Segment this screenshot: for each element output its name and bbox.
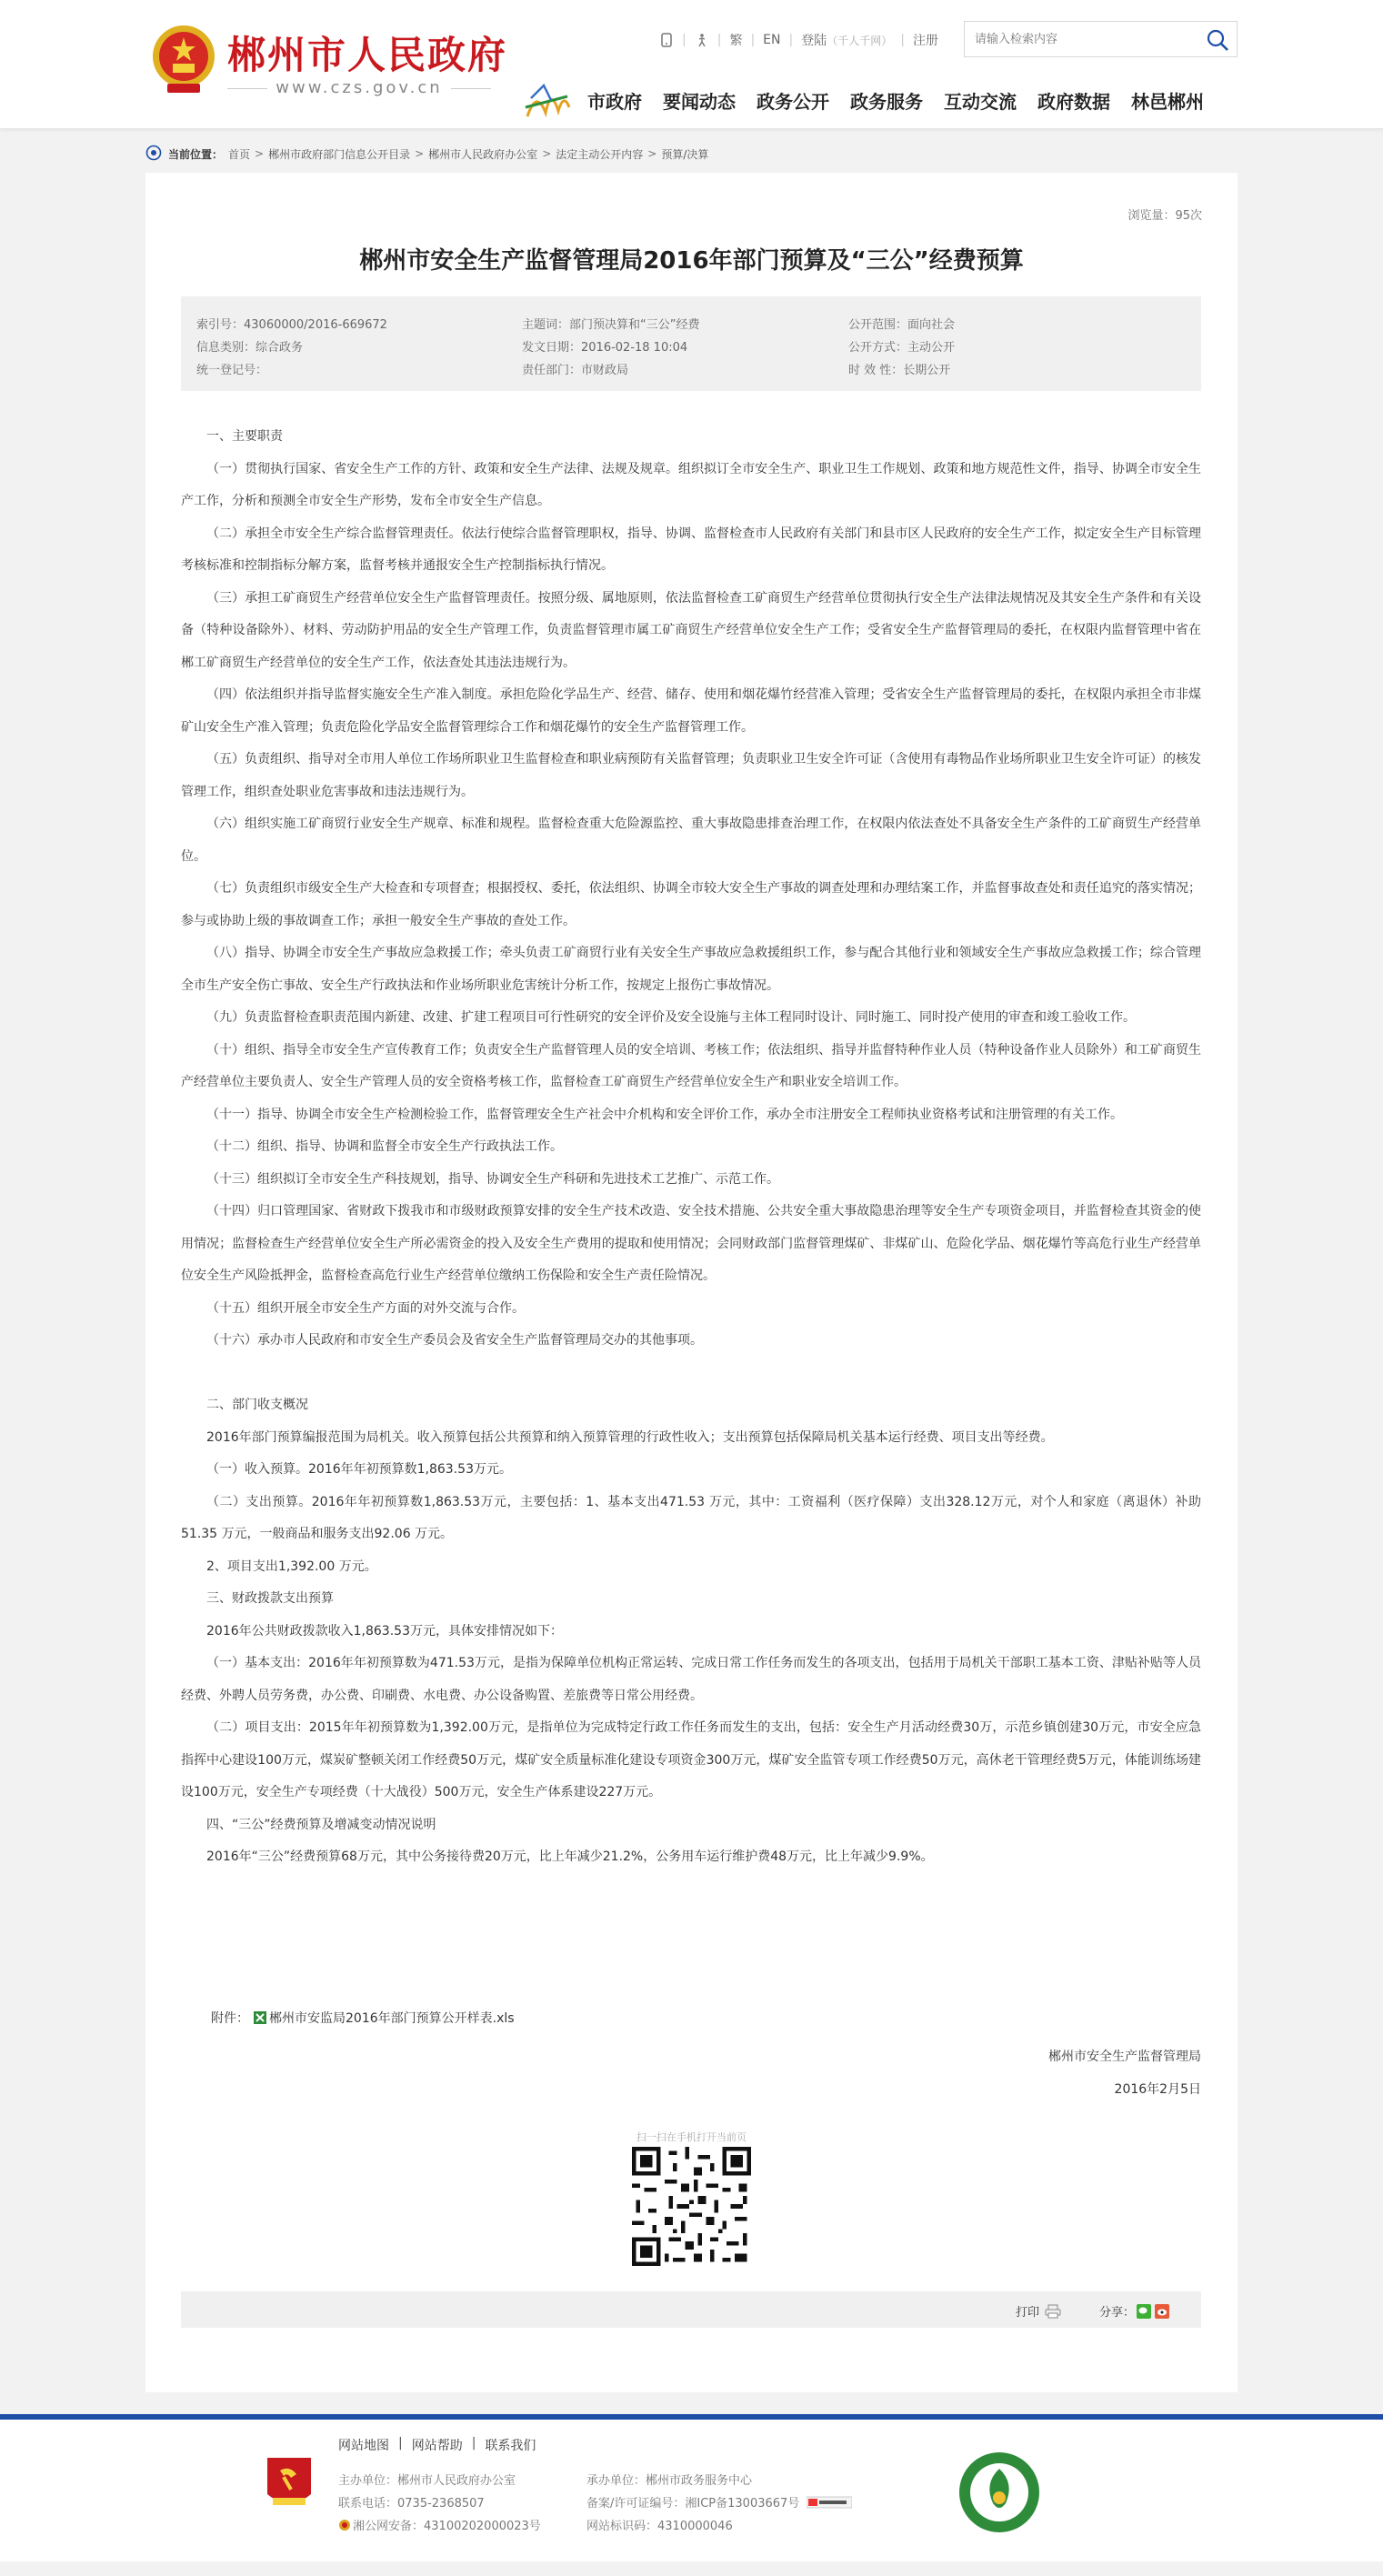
- login-hint: （千人千网）: [827, 34, 893, 47]
- body-paragraph: （一）收入预算。2016年年初预算数1,863.53万元。: [206, 1462, 512, 1477]
- search-icon[interactable]: [1206, 28, 1229, 52]
- breadcrumb-separator: >: [255, 147, 265, 160]
- body-paragraph: （六）组织实施工矿商贸行业安全生产规章、标准和规程。监督检查重大危险源监控、重大事故隐患排查治理工作，在权限内依法查处不具备安全生产条件的工矿商贸生产经营单位。: [181, 817, 1201, 864]
- footer-icp-label[interactable]: 备案/许可证编号：湘ICP备13003667号: [586, 2497, 800, 2511]
- body-paragraph: （十）组织、指导全市安全生产宣传教育工作；负责安全生产监督管理人员的安全培训、考核工作；依法组织、指导并监督特种作业人员（特种设备作业人员除外）和工矿商贸生产经营单位主要负责人、安全生产管理人员的安全资格考核工作，监督检查工矿商贸生产经营单位安全生产和职业安全培训工作。: [181, 1042, 1201, 1089]
- article-panel: [145, 173, 1238, 2392]
- site-header: [0, 0, 1383, 129]
- print-button[interactable]: [1016, 2302, 1061, 2320]
- section-heading: 二、部门收支概况: [206, 1398, 308, 1412]
- wechat-share-icon[interactable]: [1137, 2304, 1151, 2319]
- view-count: 浏览量：95次: [1127, 209, 1202, 223]
- footer-icp[interactable]: [586, 2493, 852, 2511]
- site-domain: www.czs.gov.cn: [227, 78, 491, 97]
- breadcrumb-catalog[interactable]: 郴州市政府部门信息公开目录: [268, 147, 411, 161]
- nav-item-services[interactable]: 政务服务: [850, 90, 923, 113]
- footer-link-contact[interactable]: 联系我们: [485, 2439, 536, 2453]
- attachment-label: 附件：: [211, 2011, 249, 2026]
- body-paragraph: （七）负责组织市级安全生产大检查和专项督查；根据授权、委托，依法组织、协调全市较大安全生产事故的调查处理和办理结案工作，并监督事故查处和责任追究的落实情况；参与或协助上级的事故调查工作；承担一般安全生产事故的查处工作。: [181, 881, 1201, 928]
- accessibility-icon[interactable]: [695, 33, 709, 47]
- main-nav: [524, 82, 1225, 118]
- mobile-version-icon[interactable]: [659, 33, 674, 47]
- qr-code: [632, 2147, 751, 2266]
- nav-item-city-government[interactable]: 市政府: [587, 90, 642, 113]
- body-paragraph: （十四）归口管理国家、省财政下拨我市和市级财政预算安排的安全生产技术改造、安全技术措施、公共安全重大事故隐患治理等安全生产专项资金项目，并监督检查其资金的使用情况；监督检查生产经营单位安全生产所必需资金的投入及安全生产费用的提取和使用情况；会同财政部门监督管理煤矿、非煤矿山、危险化学品、烟花爆竹等高危行业生产经营单位安全生产风险抵押金，监督检查高危行业生产经营单位缴纳工伤保险和安全生产责任险情况。: [181, 1204, 1201, 1283]
- attachment: [211, 2009, 515, 2027]
- body-paragraph: 2016年部门预算编报范围为局机关。收入预算包括公共预算和纳入预算管理的行政性收入；支出预算包括保障局机关基本运行经费、项目支出等经费。: [206, 1429, 1054, 1445]
- body-paragraph: （二）承担全市安全生产综合监督管理责任。依法行使综合监督管理职权，指导、协调、监督检查市人民政府有关部门和县市区人民政府的安全生产工作，拟定安全生产目标管理考核标准和控制指标分解方案，监督考核并通报安全生产控制指标执行情况。: [181, 526, 1201, 573]
- breadcrumb-label: 当前位置：: [168, 147, 224, 161]
- meta-mode: 公开方式：主动公开: [848, 341, 956, 355]
- register-link[interactable]: 注册: [912, 34, 938, 48]
- signature-date: 2016年2月5日: [1114, 2082, 1201, 2097]
- body-paragraph: （十六）承办市人民政府和市安全生产委员会及省安全生产监督管理局交办的其他事项。: [206, 1333, 703, 1348]
- traditional-chinese-link[interactable]: 繁: [729, 34, 743, 48]
- nav-item-data[interactable]: 政府数据: [1037, 90, 1110, 113]
- article-body: [181, 421, 1201, 1874]
- body-paragraph: （一）贯彻执行国家、省安全生产工作的方针、政策和安全生产法律、法规及规章。组织拟订全市安全生产、职业卫生工作规划、政策和地方规范性文件，指导、协调全市安全生产工作，分析和预测全市安全生产形势，发布全市安全生产信息。: [181, 461, 1201, 508]
- nav-item-public-affairs[interactable]: 政务公开: [757, 90, 829, 113]
- printer-icon: [1045, 2304, 1061, 2319]
- meta-department: 责任部门：市财政局: [522, 364, 629, 377]
- english-link[interactable]: EN: [763, 33, 781, 47]
- section-heading: 四、“三公”经费预算及增减变动情况说明: [206, 1817, 436, 1832]
- weibo-share-icon[interactable]: [1155, 2304, 1169, 2319]
- body-paragraph: （二）项目支出：2015年年初预算数为1,392.00万元，是指单位为完成特定行政工作任务而发生的支出，包括：安全生产月活动经费30万，示范乡镇创建30万元，市安全应急指挥中心建设100万元，煤炭矿整顿关闭工作经费50万元，煤矿安全质量标准化建设专项资金300万元，煤矿安全监管专项工作经费50万元，高休老干管理经费5万元，体能训练场建设100万元，安全生产专项经费（十大战役）500万元，安全生产体系建设227万元。: [181, 1720, 1201, 1799]
- nav-item-linyi-chenzhou[interactable]: 林邑郴州: [1131, 90, 1204, 113]
- bottom-strip: [0, 2561, 1383, 2576]
- share-label: 分享：: [1099, 2306, 1136, 2320]
- body-paragraph: （十一）指导、协调全市安全生产检测检验工作，监督管理安全生产社会中介机构和安全评价工作，承办全市注册安全工程师执业资格考试和注册管理的有关工作。: [206, 1107, 1123, 1122]
- body-paragraph: （四）依法组织并指导监督实施安全生产准入制度。承担危险化学品生产、经营、储存、使用和烟花爆竹经营准入管理；受省安全生产监督管理局的委托，在权限内承担全市非煤矿山安全生产准入管理；负责危险化学品安全监督管理综合工作和烟花爆竹的安全生产监督管理工作。: [181, 687, 1201, 735]
- location-pin-icon: [145, 145, 162, 163]
- site-name[interactable]: 郴州市人民政府: [227, 33, 508, 77]
- breadcrumb-separator: >: [647, 147, 657, 160]
- body-paragraph: 2016年公共财政拨款收入1,863.53万元，具体安排情况如下：: [206, 1623, 563, 1639]
- body-paragraph: （十三）组织拟订全市安全生产科技规划，指导、协调安全生产科研和先进技术工艺推广、示范工作。: [206, 1171, 779, 1187]
- city-logo-icon: [524, 80, 571, 120]
- body-paragraph: （五）负责组织、指导对全市用人单位工作场所职业卫生监督检查和职业病预防有关监督管理；负责职业卫生安全许可证（含使用有毒物品作业场所职业卫生安全许可证）的核发管理工作，组织查处职业危害事故和违法违规行为。: [181, 752, 1201, 799]
- breadcrumb-separator: >: [542, 147, 552, 160]
- meta-topic: 主题词：部门预决算和“三公”经费: [522, 318, 700, 332]
- print-label: 打印: [1016, 2306, 1040, 2320]
- section-heading: 三、财政拨款支出预算: [206, 1591, 334, 1606]
- meta-index-no: 索引号：43060000/2016-669672: [196, 318, 387, 332]
- body-paragraph: （十二）组织、指导、协调和监督全市安全生产行政执法工作。: [206, 1139, 563, 1154]
- national-emblem-icon: [151, 24, 216, 96]
- footer-police-record[interactable]: [338, 2516, 541, 2533]
- page-title: 郴州市安全生产监督管理局2016年部门预算及“三公”经费预算: [359, 247, 1024, 275]
- footer-link-sitemap[interactable]: 网站地图: [338, 2439, 389, 2453]
- login-link[interactable]: [801, 31, 892, 49]
- meta-publish-date: 发文日期：2016-02-18 10:04: [522, 341, 688, 355]
- login-label[interactable]: 登陆: [801, 34, 827, 48]
- police-badge-icon: [338, 2519, 351, 2531]
- share-group: [1099, 2302, 1169, 2320]
- breadcrumb-home[interactable]: 首页: [228, 147, 251, 161]
- nav-item-interaction[interactable]: 互动交流: [944, 90, 1017, 113]
- meta-info-type: 信息类别：综合政务: [196, 341, 304, 355]
- meta-scope: 公开范围：面向社会: [848, 318, 956, 332]
- footer-organizer: 承办单位：郴州市政务服务中心: [586, 2474, 753, 2488]
- nav-item-news[interactable]: 要闻动态: [663, 90, 736, 113]
- breadcrumb-office[interactable]: 郴州市人民政府办公室: [428, 147, 538, 161]
- meta-validity: 时 效 性：长期公开: [848, 364, 951, 377]
- footer-links: 网站地图 | 网站帮助 | 联系我们: [338, 2436, 536, 2453]
- footer-site-code: 网站标识码：4310000046: [586, 2520, 733, 2533]
- attachment-link[interactable]: 郴州市安监局2016年部门预算公开样表.xls: [269, 2011, 515, 2026]
- signature-org: 郴州市安全生产监督管理局: [1048, 2050, 1201, 2064]
- body-paragraph: （二）支出预算。2016年年初预算数1,863.53万元，主要包括：1、基本支出471.53 万元，其中：工资福利（医疗保障）支出328.12万元，对个人和家庭（离退休）补助51.35 万元，一般商品和服务支出92.06 万元。: [181, 1494, 1201, 1541]
- site-footer: [0, 2420, 1383, 2561]
- party-emblem-icon: [264, 2454, 315, 2514]
- meta-unified-code: 统一登记号：: [196, 364, 268, 377]
- breadcrumb: [145, 144, 1237, 164]
- body-paragraph: 2016年“三公”经费预算68万元，其中公务接待费20万元，比上年减少21.2%，公务用车运行维护费48万元，比上年减少9.9%。: [206, 1849, 934, 1864]
- qr-code-tip: 扫一扫在手机打开当前页: [636, 2131, 747, 2143]
- footer-link-help[interactable]: 网站帮助: [411, 2439, 463, 2453]
- section-heading: 一、主要职责: [206, 429, 283, 444]
- search-input[interactable]: [965, 22, 1192, 56]
- search-box: [964, 21, 1238, 57]
- civilization-badge-icon: [957, 2447, 1042, 2540]
- body-paragraph: （一）基本支出：2016年年初预算数为471.53万元，是指为保障单位机构正常运转、完成日常工作任务而发生的各项支出，包括用于局机关干部职工基本工资、津贴补贴等人员经费、外聘人员劳务费，办公费、印刷费、水电费、办公设备购置、差旅费等日常公用经费。: [181, 1656, 1201, 1703]
- body-paragraph: （三）承担工矿商贸生产经营单位安全生产监督管理责任。按照分级、属地原则，依法监督检查工矿商贸生产经营单位贯彻执行安全生产法律法规情况及其安全生产条件和有关设备（特种设备除外）、材料、劳动防护用品的安全生产管理工作，负责监督管理市属工矿商贸生产经营单位安全生产工作；受省安全生产监督管理局的委托，在权限内监督管理中省在郴工矿商贸生产经营单位的安全生产工作，依法查处其违法违规行为。: [181, 590, 1201, 670]
- top-toolbar: | | 繁 | EN | 登陆 （千人千网） | 注册: [659, 31, 938, 49]
- action-bar: [181, 2291, 1201, 2328]
- metadata-box: [181, 296, 1201, 391]
- footer-phone: 联系电话：0735-2368507: [338, 2497, 485, 2511]
- cnzz-stats-icon[interactable]: [807, 2496, 852, 2509]
- breadcrumb-statutory[interactable]: 法定主动公开内容: [556, 147, 644, 161]
- body-paragraph: （八）指导、协调全市安全生产事故应急救援工作；牵头负责工矿商贸行业有关安全生产事故应急救援组织工作，参与配合其他行业和领域安全生产事故应急救援工作；综合管理全市生产安全伤亡事故、安全生产行政执法和作业场所职业危害统计分析工作，按规定上报伤亡事故情况。: [181, 946, 1201, 993]
- breadcrumb-separator: >: [415, 147, 425, 160]
- footer-police-label[interactable]: 湘公网安备：43100202000023号: [353, 2520, 541, 2533]
- excel-file-icon: [253, 2010, 267, 2025]
- body-paragraph: 2、项目支出1,392.00 万元。: [206, 1559, 377, 1574]
- footer-host: 主办单位：郴州市人民政府办公室: [338, 2474, 516, 2488]
- body-paragraph: （十五）组织开展全市安全生产方面的对外交流与合作。: [206, 1300, 525, 1316]
- breadcrumb-budget[interactable]: 预算/决算: [661, 147, 709, 161]
- body-paragraph: （九）负责监督检查职责范围内新建、改建、扩建工程项目可行性研究的安全评价及安全设施与主体工程同时设计、同时施工、同时投产使用的审查和竣工验收工作。: [206, 1010, 1136, 1025]
